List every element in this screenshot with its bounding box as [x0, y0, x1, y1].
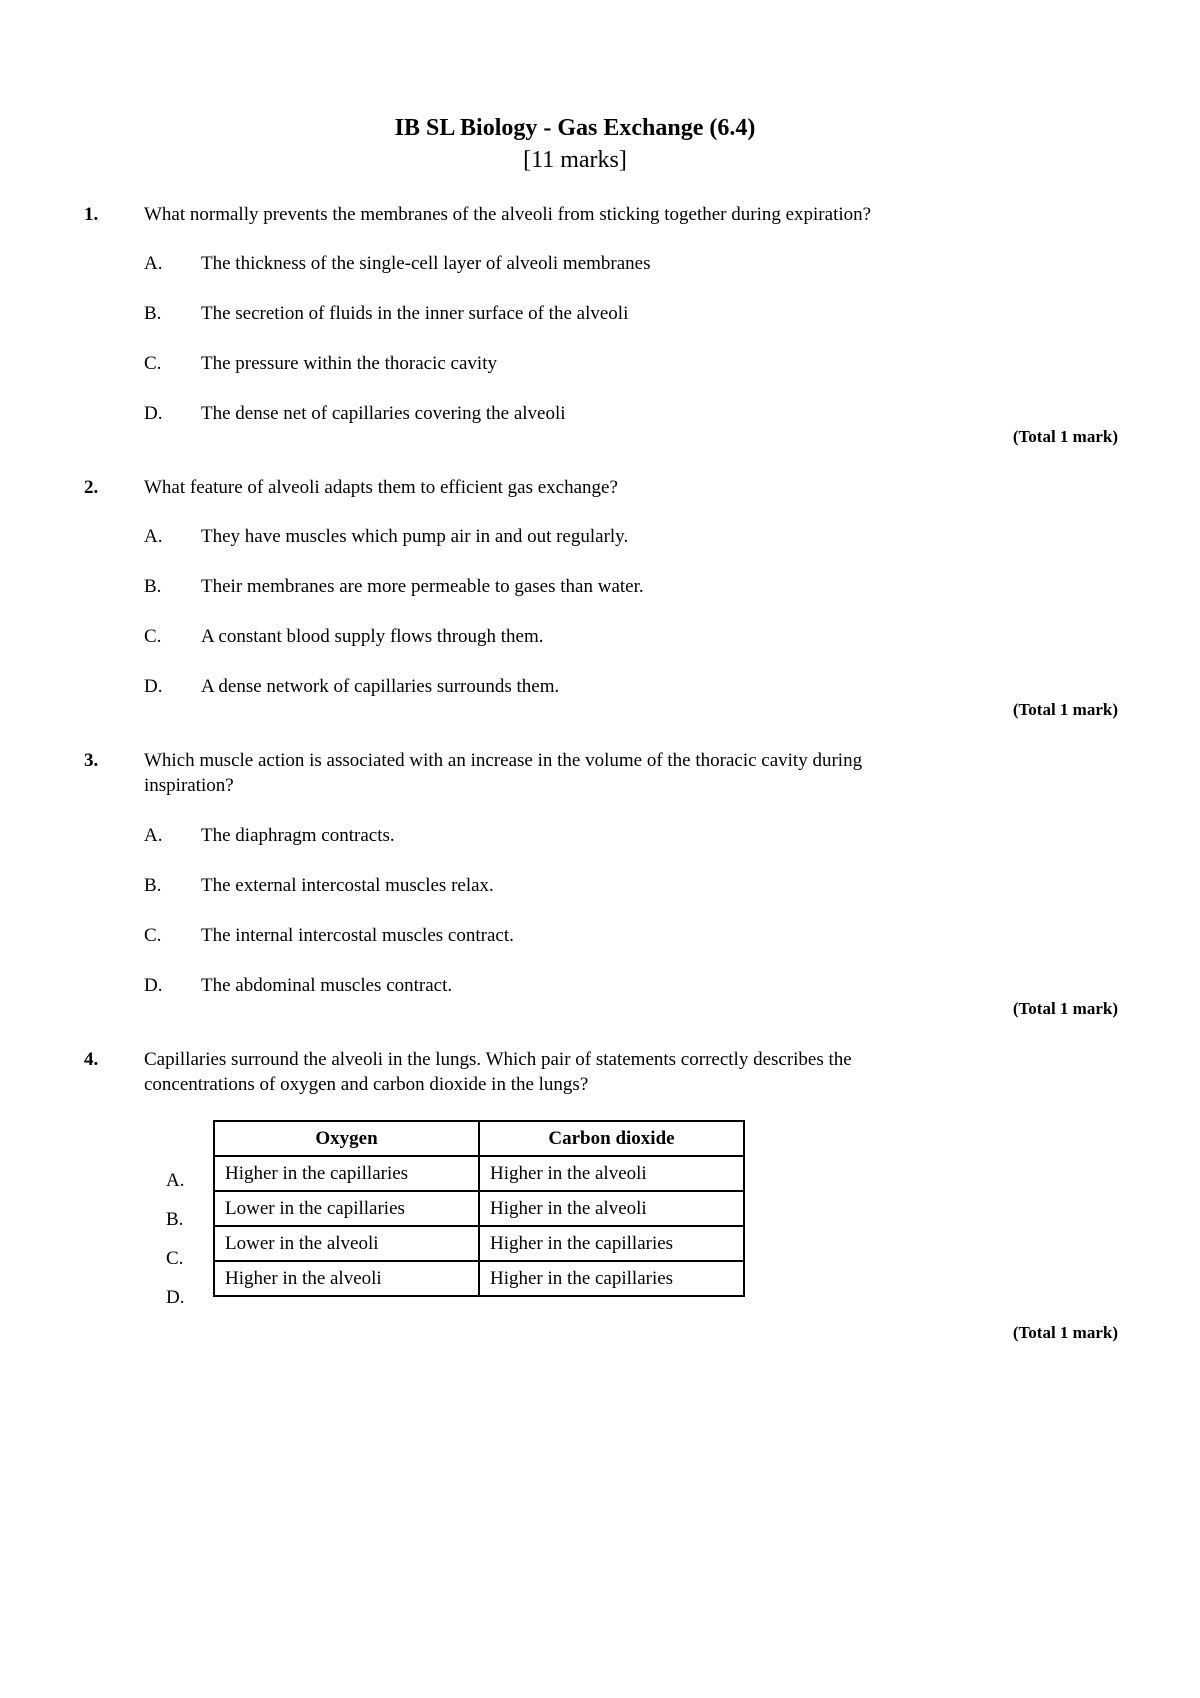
- answer-row-c-letter: C.: [166, 1248, 184, 1269]
- question-1-option-a-letter: A.: [144, 253, 163, 274]
- question-3-number: 3.: [84, 750, 99, 771]
- oxygen-cell: Higher in the alveoli: [214, 1261, 479, 1296]
- question-2-total: (Total 1 mark): [1012, 700, 1118, 719]
- column-header-oxygen: Oxygen: [214, 1121, 479, 1156]
- question-1-text: What normally prevents the membranes of the alveoli from sticking together during expiration?: [144, 204, 872, 225]
- page-marks: [11 marks]: [523, 147, 627, 173]
- question-2-text: What feature of alveoli adapts them to efficient gas exchange?: [144, 477, 618, 498]
- answer-row-a-letter: A.: [166, 1170, 185, 1191]
- carbon-dioxide-cell: Higher in the capillaries: [479, 1226, 744, 1261]
- table-row: [214, 1191, 744, 1226]
- carbon-dioxide-cell: Higher in the alveoli: [479, 1191, 744, 1226]
- question-3-option-a-letter: A.: [144, 825, 163, 846]
- question-3-option-b: The external intercostal muscles relax.: [201, 875, 494, 896]
- question-4-total: (Total 1 mark): [1012, 1323, 1118, 1342]
- question-4-text-line-2: concentrations of oxygen and carbon dioxide in the lungs?: [144, 1074, 589, 1095]
- answer-row-b-letter: B.: [166, 1209, 184, 1230]
- answer-table: [213, 1120, 745, 1297]
- question-1-option-d-letter: D.: [144, 403, 163, 424]
- question-2-option-c-letter: C.: [144, 626, 162, 647]
- question-2-option-b-letter: B.: [144, 576, 162, 597]
- question-2-option-a: They have muscles which pump air in and out regularly.: [201, 526, 629, 547]
- question-3-total: (Total 1 mark): [1012, 999, 1118, 1018]
- question-1-total: (Total 1 mark): [1012, 427, 1118, 446]
- question-2-option-d: A dense network of capillaries surrounds them.: [201, 676, 560, 697]
- question-3-option-d: The abdominal muscles contract.: [201, 975, 453, 996]
- question-2-option-a-letter: A.: [144, 526, 163, 547]
- question-2-option-b: Their membranes are more permeable to gases than water.: [201, 576, 644, 597]
- question-3-option-a: The diaphragm contracts.: [201, 825, 395, 846]
- question-3-text-line-2: inspiration?: [144, 775, 234, 796]
- question-3-option-d-letter: D.: [144, 975, 163, 996]
- oxygen-cell: Higher in the capillaries: [214, 1156, 479, 1191]
- table-row: [214, 1156, 744, 1191]
- question-1-option-a: The thickness of the single-cell layer of alveoli membranes: [201, 253, 651, 274]
- question-2-number: 2.: [84, 477, 99, 498]
- page-title: IB SL Biology - Gas Exchange (6.4): [394, 115, 756, 141]
- question-4-text-line-1: Capillaries surround the alveoli in the lungs. Which pair of statements correctly describes the: [144, 1049, 852, 1070]
- question-1-option-d: The dense net of capillaries covering the alveoli: [201, 403, 566, 424]
- oxygen-cell: Lower in the alveoli: [214, 1226, 479, 1261]
- question-4-number: 4.: [84, 1049, 99, 1070]
- question-2-option-d-letter: D.: [144, 676, 163, 697]
- carbon-dioxide-cell: Higher in the alveoli: [479, 1156, 744, 1191]
- table-row: [214, 1261, 744, 1296]
- column-header-carbon-dioxide: Carbon dioxide: [479, 1121, 744, 1156]
- question-3-option-b-letter: B.: [144, 875, 162, 896]
- question-3-text-line-1: Which muscle action is associated with an increase in the volume of the thoracic cavity during: [144, 750, 863, 771]
- question-1-option-c: The pressure within the thoracic cavity: [201, 353, 497, 374]
- oxygen-cell: Lower in the capillaries: [214, 1191, 479, 1226]
- answer-row-d-letter: D.: [166, 1287, 185, 1308]
- question-2-option-c: A constant blood supply flows through them.: [201, 626, 544, 647]
- question-1-number: 1.: [84, 204, 99, 225]
- question-3-option-c: The internal intercostal muscles contract.: [201, 925, 514, 946]
- carbon-dioxide-cell: Higher in the capillaries: [479, 1261, 744, 1296]
- question-1-option-c-letter: C.: [144, 353, 162, 374]
- question-1-option-b-letter: B.: [144, 303, 162, 324]
- table-header-row: [214, 1121, 744, 1156]
- question-1-option-b: The secretion of fluids in the inner surface of the alveoli: [201, 303, 629, 324]
- table-row: [214, 1226, 744, 1261]
- question-3-option-c-letter: C.: [144, 925, 162, 946]
